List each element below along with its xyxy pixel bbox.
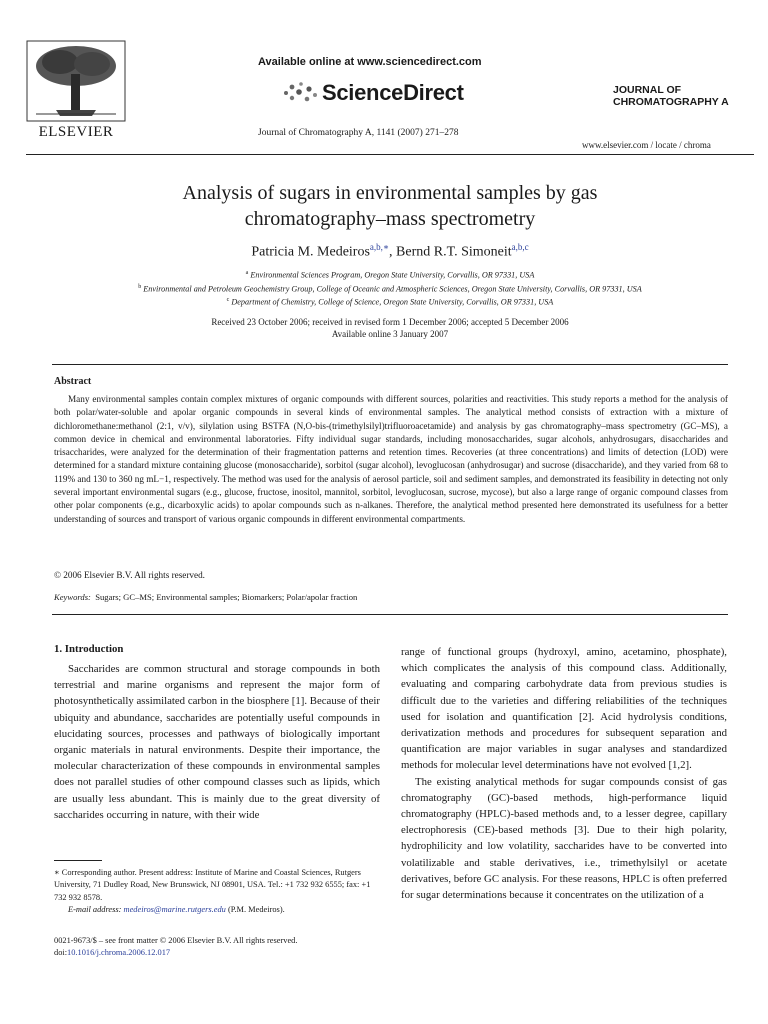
abstract-bottom-divider (52, 614, 728, 615)
intro-paragraph: range of functional groups (hydroxyl, amino, acetamino, phosphate), which complicates the analysis of this compound class. Additionally, evaluating and comparing carbohydrate data from previous studies is difficult due to the varieties and differing reliabilities of the techniques used for isolation and quantification [2]. Acid hydrolysis conditions, derivatization methods and procedures for subsequent separation and quantification are major variables in sugar analyses and standardized methods for molecular level determinations have not evolved [1,2]. (401, 646, 727, 772)
abstract-body: Many environmental samples contain complex mixtures of organic compounds with different sources, polarities and reactivities. This study reports a method for the analysis of both polar/water-soluble and apolar organic compounds in several kinds of environmental samples. The analytical method consists of extraction with a mixture of dichloromethane:methanol (2:1, v/v), silylation using BSTFA (N,O-bis-(trimethylsilyl)trifluoroacetamide) and analysis by gas chromatography–mass spectrometry (GC–MS), a common device in chemical and environmental laboratories. Fifty individual sugar standards, including monosaccharides, sugar alcohols, anhydrosugars, disaccharides and trisaccharides, were analyzed for the determination of their fragmentation patterns and retention times. Recoveries (at three concentrations) and limits of detection (LOD) were determined for a standard mixture containing glucose (monosaccharide), sorbitol (sugar alcohol), levoglucosan (anhydrosugar) and sucrose (disaccharide), and they varied from 68 to 119% and 130 to 360 ng mL−1, respectively. The method was used for the analysis of aerosol particle, soil and sediment samples, and demonstrated its feasibility in detecting not only several important environmental sugars (e.g., glucose, fructose, inositol, mannitol, sorbitol, levoglucosan, sucrose, mycose), but also a large range of organic compound classes from other polar components (e.g., dicarboxylic acids) to apolar compounds such as n-alkanes. Therefore, the analytical method presented here demonstrated its usefulness for a better understanding of sources and transport of various organic compounds in different environmental compartments. (54, 394, 728, 524)
intro-paragraph: The existing analytical methods for sugar compounds consist of gas chromatography (GC)-based methods, high-performance liquid chromatography (HPLC)-based methods and, to a lesser degree, capillary electrophoresis (CE)-based methods [3]. Due to their high polarity, hydrophilicity and low volatility, saccharides have to be converted into volatilizable and stable derivatives, i.e., trimethylsilyl or acetate derivatives, before GC analysis. For these reasons, HPLC is often preferred for sugar determinations because it concentrates on the utilization of a (401, 775, 727, 902)
available-online-text[interactable]: Available online at www.sciencedirect.com (258, 56, 482, 68)
intro-column-right (401, 644, 727, 903)
keywords-label: Keywords: (54, 592, 91, 602)
email-line (54, 904, 384, 916)
header-divider (26, 154, 754, 155)
title-line1: Analysis of sugars in environmental samples by gas (182, 182, 598, 204)
corresponding-author-footnote (54, 867, 384, 916)
front-matter-text: 0021-9673/$ – see front matter © 2006 Elsevier B.V. All rights reserved. (54, 936, 298, 945)
footnote-divider (54, 860, 102, 861)
doi-label: doi: (54, 948, 68, 958)
elsevier-tree-logo-icon (26, 40, 126, 122)
affiliation-mark: b (138, 284, 142, 290)
available-online-date: Available online 3 January 2007 (331, 329, 449, 339)
front-matter (54, 935, 297, 960)
sciencedirect-logo[interactable] (282, 80, 464, 106)
article-title (60, 180, 720, 232)
author-name: Bernd R.T. Simoneit (396, 244, 512, 260)
keywords-list: Sugars; GC–MS; Environmental samples; Biomarkers; Polar/apolar fraction (95, 592, 358, 602)
author-name: Patricia M. Medeiros (251, 244, 370, 260)
sciencedirect-name: ScienceDirect (322, 80, 464, 105)
author-affiliation-marks[interactable]: a,b,c (511, 242, 529, 252)
abstract-copyright: © 2006 Elsevier B.V. All rights reserved. (54, 570, 205, 580)
article-history (60, 316, 720, 340)
journal-name-line2: CHROMATOGRAPHY A (613, 96, 729, 108)
affiliation-text: Environmental and Petroleum Geochemistry Group, College of Oceanic and Atmospheric Sciences, Oregon State University, Corvallis, OR 97331, USA (143, 284, 642, 294)
elsevier-logo (26, 40, 132, 141)
abstract-top-divider (52, 364, 728, 365)
doi-link[interactable]: 10.1016/j.chroma.2006.12.017 (67, 948, 171, 958)
email-label: E-mail address: (68, 904, 122, 914)
publisher-name: ELSEVIER (38, 124, 114, 140)
abstract-heading: Abstract (54, 376, 92, 387)
journal-name (613, 84, 729, 108)
journal-citation: Journal of Chromatography A, 1141 (2007) 271–278 (258, 128, 459, 138)
affiliation-text: Department of Chemistry, College of Science, Oregon State University, Corvallis, OR 97331, USA (231, 297, 554, 307)
affiliation (40, 270, 740, 280)
affiliation-mark: c (226, 297, 230, 303)
affiliation-text: Environmental Sciences Program, Oregon State University, Corvallis, OR 97331, USA (250, 270, 535, 280)
intro-column-left: Saccharides are common structural and storage compounds in both terrestrial and marine organisms and represent the major form of photosynthetically assimilated carbon in the biosphere [1]. Because of their ubiquity and abundance, saccharides are potentially useful compounds in elucidating sources, processes and pathways of biologically important organic materials in natural environments. Despite their importance, the molecular characterization of these compounds in environmental samples does not parallel studies of other compound classes such as lipids, which are usually less abundant. This is mainly due to the great diversity of saccharides occurring in nature, with their wide (54, 663, 380, 821)
journal-name-line1: JOURNAL OF (613, 84, 682, 96)
section-heading: 1. Introduction (54, 643, 124, 655)
doi-line (54, 947, 297, 959)
journal-url-link[interactable]: www.elsevier.com / locate / chroma (582, 140, 711, 150)
affiliation (40, 284, 740, 294)
affiliation (40, 297, 740, 307)
keywords (54, 592, 357, 602)
author-separator: , (389, 244, 397, 260)
received-dates: Received 23 October 2006; received in revised form 1 December 2006; accepted 5 December 2006 (211, 317, 569, 327)
email-suffix: (P.M. Medeiros). (227, 904, 285, 914)
sciencedirect-dots-logo-icon (282, 81, 318, 105)
author-list (60, 242, 720, 261)
email-link[interactable]: medeiros@marine.rutgers.edu (123, 904, 226, 914)
corresponding-author-text: ∗ Corresponding author. Present address: Institute of Marine and Coastal Sciences, Rutgers University, 71 Dudley Road, New Brunswick, NJ 08901, USA. Tel.: +1 732 932 6555; fax: +1 732 932 8578. (54, 868, 371, 902)
affiliation-mark: a (245, 270, 249, 276)
title-line2: chromatography–mass spectrometry (244, 208, 536, 230)
author-affiliation-marks[interactable]: a,b,∗ (369, 242, 390, 252)
